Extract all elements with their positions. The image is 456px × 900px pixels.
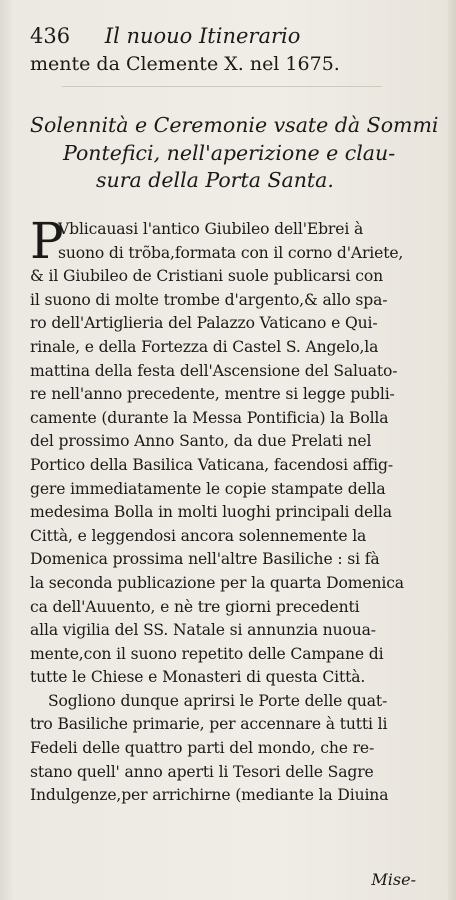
text-line: medesima Bolla in molti luoghi principali della <box>30 503 392 522</box>
section-title <box>30 112 439 195</box>
drop-cap: P <box>30 212 64 270</box>
page-edge <box>448 0 456 900</box>
text-line: gere immediatamente le copie stampate della <box>30 479 386 498</box>
text-line: del prossimo Anno Santo, da due Prelati nel <box>30 432 372 451</box>
text-line: alla vigilia del SS. Natale si annunzia nuoua- <box>30 621 376 640</box>
text-line: Sogliono dunque aprirsi le Porte delle quat- <box>48 691 388 710</box>
separator-rule <box>62 86 382 87</box>
text-line: rinale, e della Fortezza di Castel S. Angelo,la <box>30 337 379 356</box>
section-title-line: sura della Porta Santa. <box>96 168 334 192</box>
page-number: 436 <box>30 24 71 48</box>
text-line: tro Basiliche primarie, per accennare à tutti li <box>30 715 388 734</box>
text-line: Indulgenze,per arrichirne (mediante la Diuina <box>30 786 389 805</box>
text-line: re nell'anno precedente, mentre si legge publi- <box>30 385 395 404</box>
text-line: mente,con il suono repetito delle Campane di <box>30 644 384 663</box>
text-line: camente (durante la Messa Pontificia) la Bolla <box>30 408 389 427</box>
text-line: il suono di molte trombe d'argento,& allo spa- <box>30 290 388 309</box>
text-line: mattina della festa dell'Ascensione del Saluato- <box>30 361 398 380</box>
text-line: la seconda publicazione per la quarta Domenica <box>30 573 404 592</box>
section-title-line: Pontefici, nell'aperizione e clau- <box>63 140 396 165</box>
section-title-line: Solennità e Ceremonie vsate dà Sommi <box>30 113 439 137</box>
text-line: ca dell'Auuento, e nè tre giorni precedenti <box>30 597 360 616</box>
text-line: stano quell' anno aperti li Tesori delle Sagre <box>30 762 374 781</box>
text-line: tutte le Chiese e Monasteri di questa Città. <box>30 668 366 687</box>
text-line: ro dell'Artiglieria del Palazzo Vaticano e Qui- <box>30 314 378 333</box>
text-line: Portico della Basilica Vaticana, facendosi affig- <box>30 455 393 474</box>
body-text <box>30 212 416 808</box>
catchword: Mise- <box>371 870 416 889</box>
carryover-line: mente da Clemente X. nel 1675. <box>30 53 340 75</box>
text-line: suono di trõba,formata con il corno d'Ariete, <box>58 243 404 262</box>
text-line: Città, e leggendosi ancora solennemente la <box>30 526 367 545</box>
text-line: Vblicauasi l'antico Giubileo dell'Ebrei à <box>58 220 364 238</box>
page-header <box>30 24 442 48</box>
running-title: Il nuouo Itinerario <box>104 24 301 48</box>
text-line: & il Giubileo de Cristiani suole publicarsi con <box>30 267 383 286</box>
text-line: Fedeli delle quattro parti del mondo, che re- <box>30 739 375 758</box>
text-line: Domenica prossima nell'altre Basiliche : si fà <box>30 550 380 569</box>
